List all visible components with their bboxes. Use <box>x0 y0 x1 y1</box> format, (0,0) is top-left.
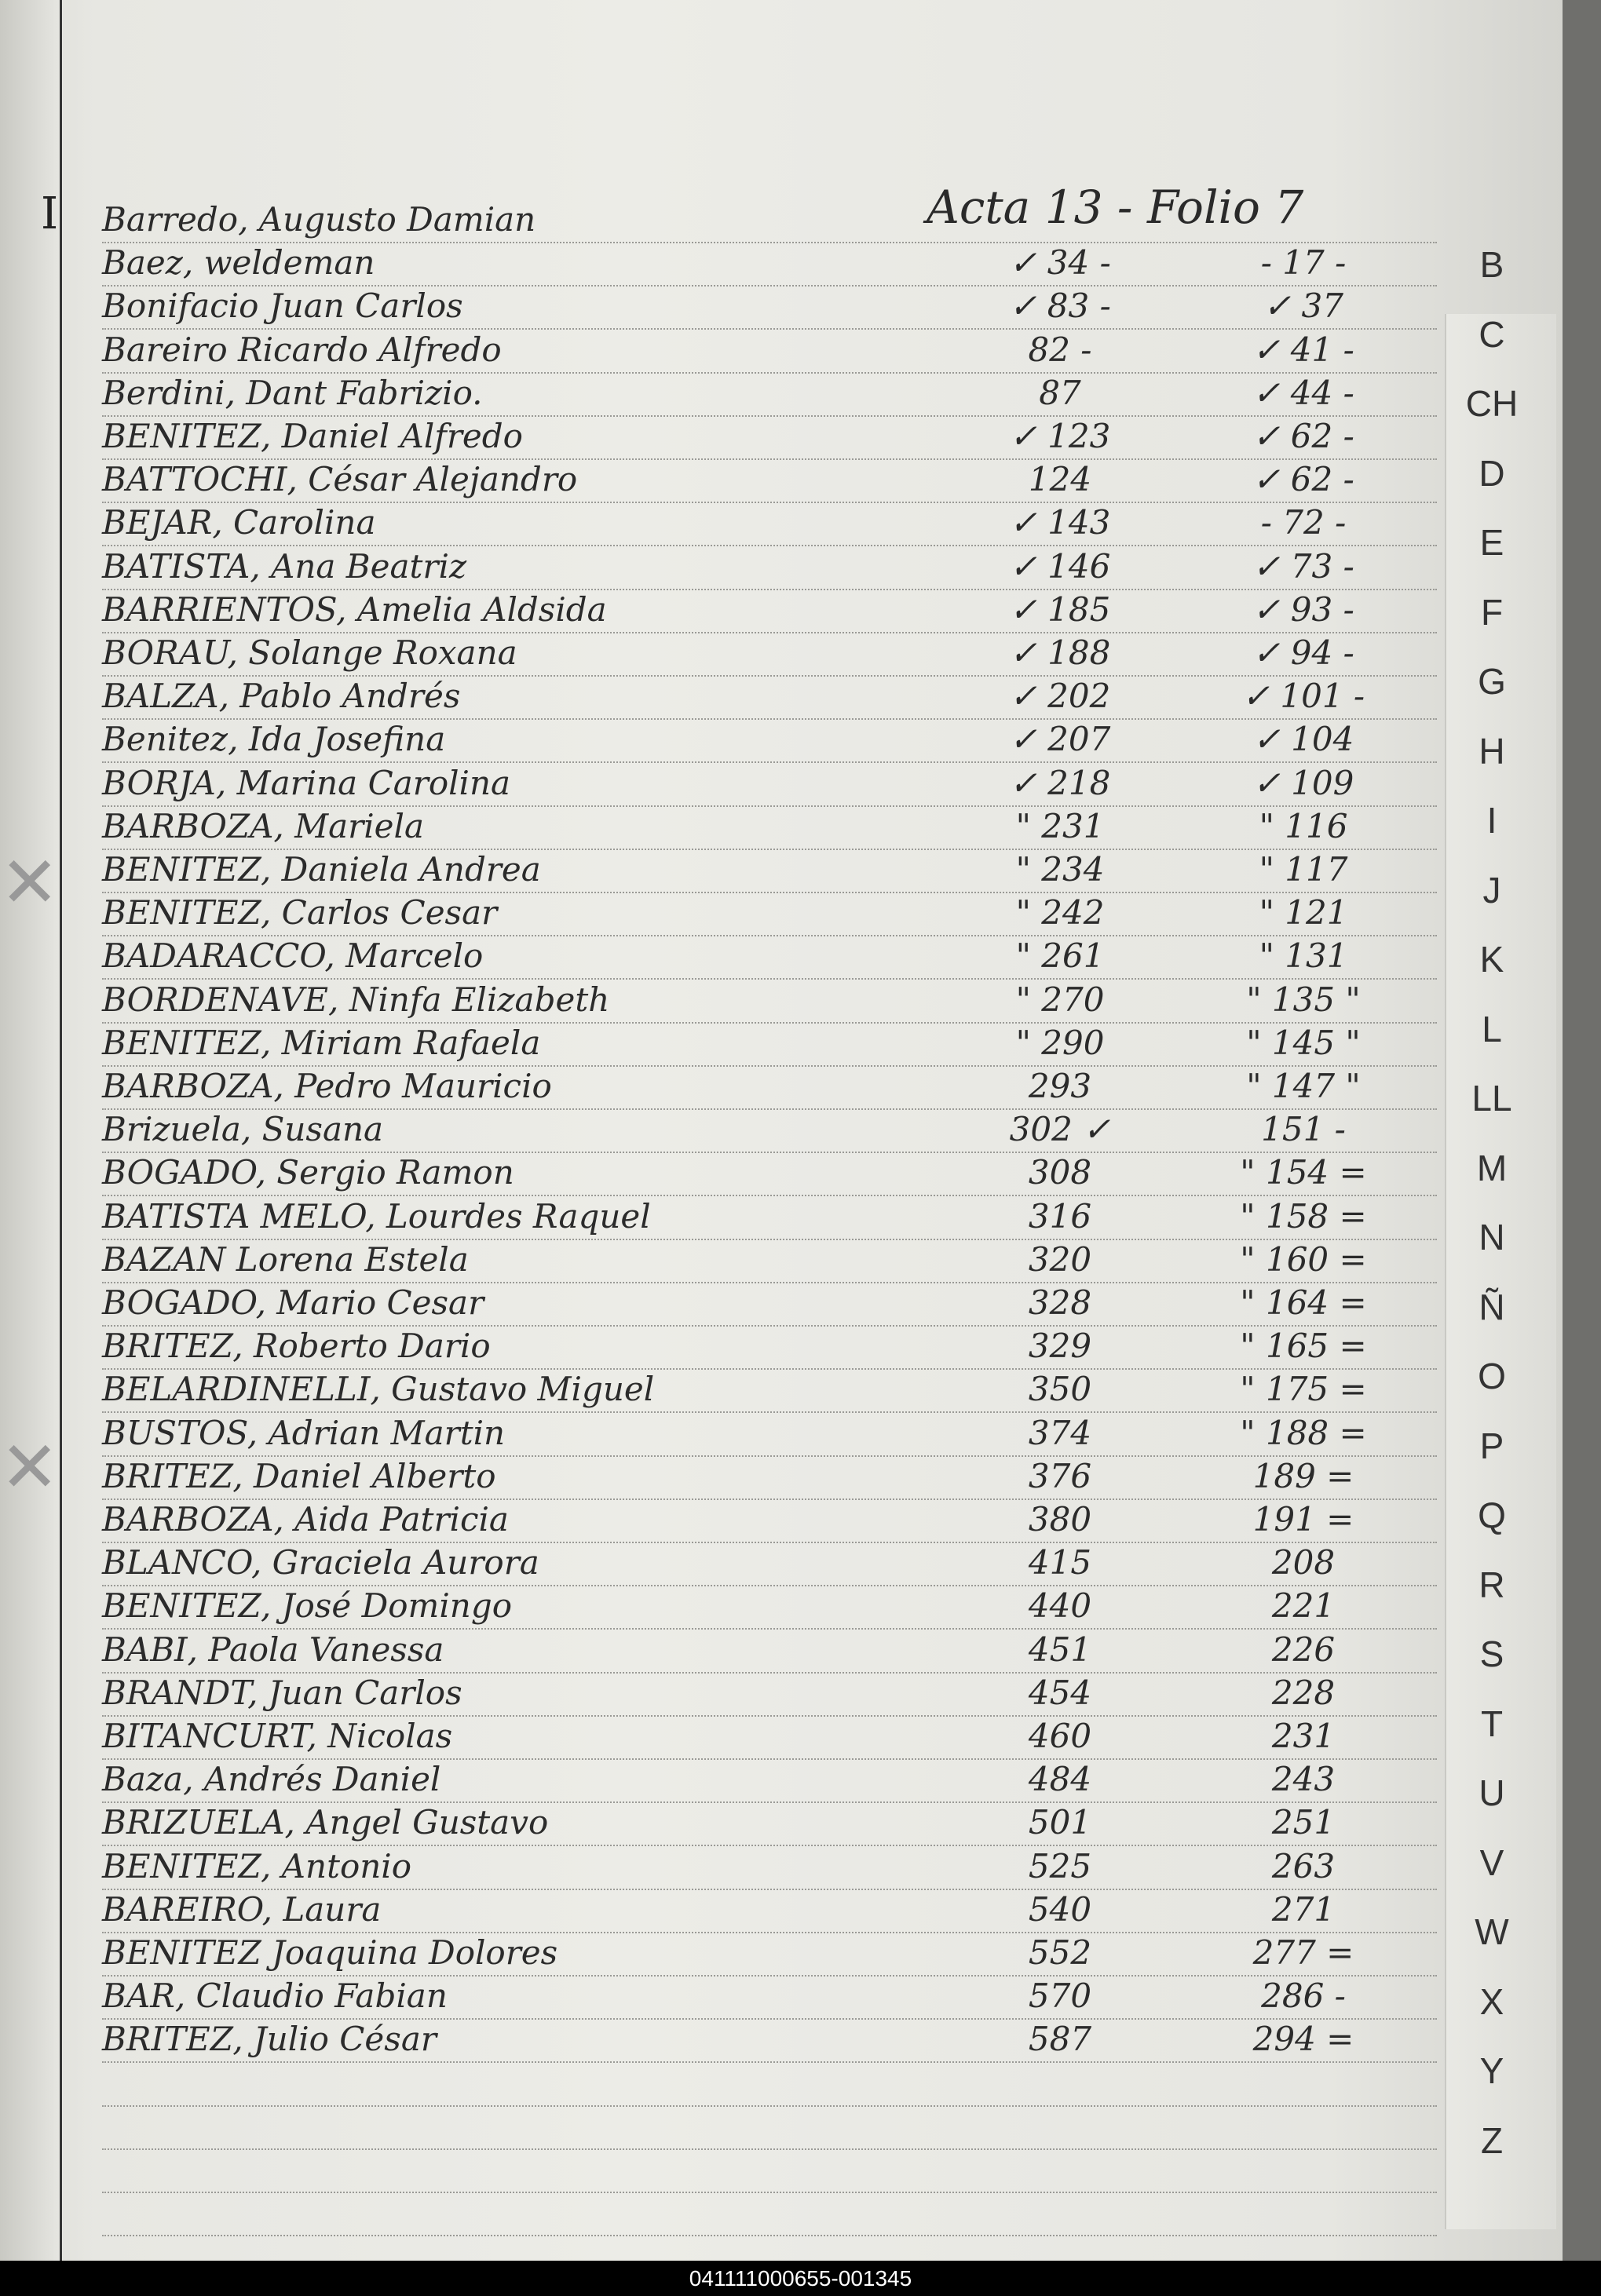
table-row <box>0 716 1437 761</box>
table-row <box>0 543 1437 589</box>
entry-folio: " 147 " <box>1246 1067 1361 1105</box>
entry-name: BARBOZA, Aida Patricia <box>102 1500 509 1539</box>
entry-name: Baez, weldeman <box>102 243 375 283</box>
entry-name: BORAU, Solange Roxana <box>102 633 517 672</box>
entry-folio: ✓ 73 - <box>1252 546 1354 586</box>
index-tab[interactable]: B <box>1479 244 1504 285</box>
table-row <box>0 1279 1437 1325</box>
entry-name: BADARACCO, Marcelo <box>102 936 484 976</box>
entry-name: BAZAN Lorena Estela <box>102 1239 469 1279</box>
entry-folio: 226 <box>1271 1630 1336 1669</box>
index-tab[interactable]: D <box>1479 452 1505 494</box>
entry-folio: " 131 <box>1259 936 1348 976</box>
index-tab[interactable]: Z <box>1480 2119 1504 2161</box>
table-row <box>0 1626 1437 1672</box>
table-row <box>0 1366 1437 1411</box>
entry-acta: 374 <box>1028 1413 1092 1452</box>
index-tab[interactable]: LL <box>1471 1078 1512 1119</box>
entry-acta: 124 <box>1028 460 1092 499</box>
entry-name: BAREIRO, Laura <box>102 1889 382 1929</box>
scan-id-footer: 041111000655-001345 <box>0 2261 1601 2296</box>
table-row <box>0 1713 1437 1758</box>
table-row <box>0 413 1437 458</box>
entry-acta: 525 <box>1028 1846 1092 1885</box>
entry-folio: 208 <box>1271 1543 1336 1582</box>
entry-acta: 328 <box>1028 1283 1092 1322</box>
entry-acta: " 231 <box>1015 806 1105 845</box>
entry-acta: ✓ 218 <box>1009 763 1111 802</box>
table-row <box>0 1929 1437 1975</box>
entry-acta: " 234 <box>1015 850 1105 889</box>
entry-folio: ✓ 62 - <box>1252 417 1354 455</box>
table-row <box>0 1973 1437 2018</box>
entry-name: BENITEZ, Daniel Alfredo <box>102 417 523 455</box>
table-row <box>0 1193 1437 1239</box>
entry-acta: 454 <box>1028 1673 1092 1712</box>
table-row <box>0 2016 1437 2061</box>
entry-name: BENITEZ, Miriam Rafaela <box>102 1023 541 1062</box>
entry-acta: 484 <box>1028 1760 1092 1799</box>
table-row <box>0 1453 1437 1498</box>
entry-name: BRIZUELA, Angel Gustavo <box>102 1803 549 1842</box>
index-tab[interactable]: M <box>1476 1147 1508 1188</box>
entry-folio: 189 = <box>1252 1456 1354 1495</box>
entry-acta: 587 <box>1028 2020 1092 2059</box>
entry-name: BATTOCHI, César Alejandro <box>102 460 578 499</box>
entry-folio: 221 <box>1271 1586 1336 1626</box>
entry-name: Baza, Andrés Daniel <box>102 1760 441 1799</box>
index-tab[interactable]: H <box>1479 730 1505 772</box>
entry-acta: 415 <box>1028 1543 1092 1582</box>
entry-acta: 82 - <box>1028 330 1092 369</box>
entry-name: BABI, Paola Vanessa <box>102 1630 444 1669</box>
entry-acta: 552 <box>1028 1933 1092 1972</box>
entry-folio: ✓ 41 - <box>1252 330 1354 369</box>
entry-acta: 302 ✓ <box>1009 1110 1111 1149</box>
index-tab[interactable]: E <box>1479 522 1504 563</box>
entry-acta: ✓ 146 <box>1009 546 1111 586</box>
entry-name: BARBOZA, Mariela <box>102 806 424 845</box>
table-row <box>0 1410 1437 1455</box>
index-tab[interactable]: K <box>1479 939 1504 980</box>
entry-name: BAR, Claudio Fabian <box>102 1977 448 2016</box>
entry-folio: " 175 = <box>1240 1370 1367 1409</box>
entry-acta: ✓ 202 <box>1009 677 1111 716</box>
index-tab[interactable]: U <box>1479 1772 1505 1813</box>
table-row <box>0 196 1437 242</box>
entry-folio: ✓ 44 - <box>1252 373 1354 412</box>
table-row <box>0 1323 1437 1368</box>
index-tab[interactable]: Q <box>1478 1495 1506 1535</box>
table-row <box>0 933 1437 978</box>
entry-folio: " 116 <box>1259 806 1348 845</box>
table-row <box>0 1886 1437 1932</box>
index-tab[interactable]: S <box>1479 1633 1504 1674</box>
entry-name: BRITEZ, Julio César <box>102 2020 437 2059</box>
entry-acta: 376 <box>1028 1456 1092 1495</box>
entry-folio: ✓ 37 <box>1263 287 1343 326</box>
entry-folio: " 165 = <box>1240 1327 1367 1366</box>
entry-folio: " 158 = <box>1240 1196 1367 1236</box>
index-tab[interactable]: Y <box>1479 2050 1504 2091</box>
binding-stitch: ✕ <box>0 1426 60 1509</box>
entry-acta: ✓ 123 <box>1009 417 1111 455</box>
entry-folio: 151 - <box>1261 1110 1346 1149</box>
index-mark: I <box>41 188 59 239</box>
entry-acta: 293 <box>1028 1067 1092 1105</box>
entry-name: BENITEZ Joaquina Dolores <box>102 1933 558 1972</box>
entry-folio: " 164 = <box>1240 1283 1367 1322</box>
entry-acta: 316 <box>1028 1196 1092 1236</box>
entry-acta: 87 <box>1039 373 1081 412</box>
entry-folio: 243 <box>1271 1760 1336 1799</box>
entry-name: BATISTA MELO, Lourdes Raquel <box>102 1196 651 1236</box>
entry-name: BOGADO, Mario Cesar <box>102 1283 484 1322</box>
index-tab[interactable]: N <box>1479 1217 1505 1258</box>
table-row <box>0 976 1437 1022</box>
entry-acta: ✓ 143 <box>1009 503 1111 542</box>
entry-folio: 294 = <box>1252 2020 1354 2059</box>
entry-folio: 231 <box>1271 1717 1336 1755</box>
table-row <box>0 499 1437 545</box>
entry-acta: " 290 <box>1015 1023 1105 1062</box>
entry-acta: 570 <box>1028 1977 1092 2016</box>
entry-folio: ✓ 93 - <box>1252 590 1354 629</box>
index-tab[interactable]: L <box>1482 1008 1502 1049</box>
table-row <box>0 456 1437 502</box>
table-row <box>0 1799 1437 1845</box>
entry-acta: " 270 <box>1015 980 1105 1019</box>
index-tab[interactable]: F <box>1480 591 1504 633</box>
entry-acta: " 261 <box>1015 936 1105 976</box>
entry-acta: 350 <box>1028 1370 1092 1409</box>
table-row <box>0 1149 1437 1195</box>
index-tab[interactable]: CH <box>1465 383 1519 424</box>
entry-folio: 271 <box>1271 1889 1336 1929</box>
ruled-line <box>102 2235 1437 2236</box>
entry-folio: - 17 - <box>1260 243 1347 283</box>
table-row <box>0 846 1437 892</box>
entry-folio: " 160 = <box>1240 1239 1367 1279</box>
entry-name: BORDENAVE, Ninfa Elizabeth <box>102 980 610 1019</box>
table-row <box>0 1020 1437 1065</box>
index-tab[interactable]: J <box>1482 869 1501 911</box>
ruled-line <box>102 2105 1437 2107</box>
entry-name: BORJA, Marina Carolina <box>102 763 511 802</box>
entry-name: BALZA, Pablo Andrés <box>102 677 461 716</box>
acta-folio-heading: Acta 13 - Folio 7 <box>927 181 1304 234</box>
entry-folio: 277 = <box>1252 1933 1354 1972</box>
entry-folio: " 188 = <box>1240 1413 1367 1452</box>
table-row <box>0 803 1437 849</box>
entry-folio: " 154 = <box>1240 1153 1367 1192</box>
entry-acta: 501 <box>1028 1803 1092 1842</box>
table-row <box>0 760 1437 805</box>
entry-folio: 228 <box>1271 1673 1336 1712</box>
entry-name: BOGADO, Sergio Ramon <box>102 1153 514 1192</box>
entry-name: BENITEZ, Daniela Andrea <box>102 850 541 889</box>
entry-folio: " 121 <box>1259 893 1348 933</box>
entry-acta: ✓ 207 <box>1009 720 1111 759</box>
entry-name: BELARDINELLI, Gustavo Miguel <box>102 1370 655 1409</box>
entry-folio: - 72 - <box>1260 503 1347 542</box>
index-tab[interactable]: Ñ <box>1479 1286 1505 1327</box>
entry-name: BRANDT, Juan Carlos <box>102 1673 462 1712</box>
entry-folio: ✓ 62 - <box>1252 460 1354 499</box>
entry-folio: ✓ 101 - <box>1241 677 1365 716</box>
entry-folio: ✓ 94 - <box>1252 633 1354 672</box>
entry-name: BRITEZ, Daniel Alberto <box>102 1456 496 1495</box>
table-row <box>0 370 1437 415</box>
ruled-line <box>102 2061 1437 2063</box>
entry-name: BARRIENTOS, Amelia Aldsida <box>102 590 607 629</box>
entry-folio: " 145 " <box>1246 1023 1361 1062</box>
table-row <box>0 586 1437 632</box>
entry-folio: " 135 " <box>1246 980 1361 1019</box>
table-row <box>0 1106 1437 1152</box>
entry-acta: 540 <box>1028 1889 1092 1929</box>
entry-name: BARBOZA, Pedro Mauricio <box>102 1067 552 1105</box>
entry-acta: 460 <box>1028 1717 1092 1755</box>
entry-name: BUSTOS, Adrian Martin <box>102 1413 506 1452</box>
index-tab[interactable]: R <box>1479 1564 1505 1605</box>
table-row <box>0 1670 1437 1715</box>
entry-name: BENITEZ, José Domingo <box>102 1586 513 1626</box>
entry-name: Barredo, Augusto Damian <box>102 200 536 239</box>
table-row <box>0 889 1437 935</box>
entry-name: Brizuela, Susana <box>102 1110 384 1149</box>
entry-folio: 251 <box>1271 1803 1336 1842</box>
entry-name: BATISTA, Ana Beatriz <box>102 546 467 586</box>
entry-acta: 308 <box>1028 1153 1092 1192</box>
entry-acta: ✓ 83 - <box>1009 287 1111 326</box>
entry-name: Bareiro Ricardo Alfredo <box>102 330 502 369</box>
entry-acta: ✓ 34 - <box>1009 243 1111 283</box>
table-row <box>0 1063 1437 1108</box>
entry-folio: 286 - <box>1261 1977 1346 2016</box>
index-tab[interactable]: I <box>1486 800 1497 841</box>
entry-acta: ✓ 188 <box>1009 633 1111 672</box>
entry-acta: 329 <box>1028 1327 1092 1366</box>
entry-name: BENITEZ, Carlos Cesar <box>102 893 498 933</box>
entry-name: BEJAR, Carolina <box>102 503 376 542</box>
table-row <box>0 1843 1437 1889</box>
entry-acta: ✓ 185 <box>1009 590 1111 629</box>
entry-name: BRITEZ, Roberto Dario <box>102 1327 491 1366</box>
index-tab[interactable]: V <box>1479 1842 1504 1883</box>
table-row <box>0 1582 1437 1628</box>
table-row <box>0 327 1437 372</box>
entry-name: Bonifacio Juan Carlos <box>102 287 463 326</box>
index-tab[interactable]: P <box>1479 1425 1504 1466</box>
binding-stitch: ✕ <box>0 841 60 924</box>
table-row <box>0 630 1437 675</box>
ruled-line <box>102 2148 1437 2150</box>
entry-folio: ✓ 109 <box>1252 763 1354 802</box>
entry-acta: 451 <box>1028 1630 1092 1669</box>
entry-name: BLANCO, Graciela Aurora <box>102 1543 539 1582</box>
index-tab[interactable]: C <box>1479 313 1505 355</box>
entry-acta: " 242 <box>1015 893 1105 933</box>
table-row <box>0 1539 1437 1585</box>
entry-folio: ✓ 104 <box>1252 720 1354 759</box>
index-tab[interactable]: O <box>1478 1356 1506 1396</box>
table-row <box>0 239 1437 285</box>
entry-folio: 191 = <box>1252 1500 1354 1539</box>
table-row <box>0 283 1437 328</box>
entry-acta: 320 <box>1028 1239 1092 1279</box>
index-tab[interactable]: X <box>1479 1980 1504 2022</box>
entry-folio: " 117 <box>1259 850 1348 889</box>
index-tab[interactable]: W <box>1475 1911 1509 1952</box>
entry-name: Berdini, Dant Fabrizio. <box>102 373 483 412</box>
entry-acta: 380 <box>1028 1500 1092 1539</box>
entry-name: BITANCURT, Nicolas <box>102 1717 453 1755</box>
table-row <box>0 673 1437 718</box>
index-tab[interactable]: T <box>1480 1703 1504 1744</box>
table-row <box>0 1756 1437 1801</box>
table-row <box>0 1496 1437 1542</box>
entry-name: Benitez, Ida Josefina <box>102 720 446 759</box>
entry-folio: 263 <box>1271 1846 1336 1885</box>
ruled-line <box>102 2192 1437 2193</box>
entry-name: BENITEZ, Antonio <box>102 1846 411 1885</box>
index-tab[interactable]: G <box>1478 661 1506 702</box>
entry-acta: 440 <box>1028 1586 1092 1626</box>
table-row <box>0 1236 1437 1282</box>
